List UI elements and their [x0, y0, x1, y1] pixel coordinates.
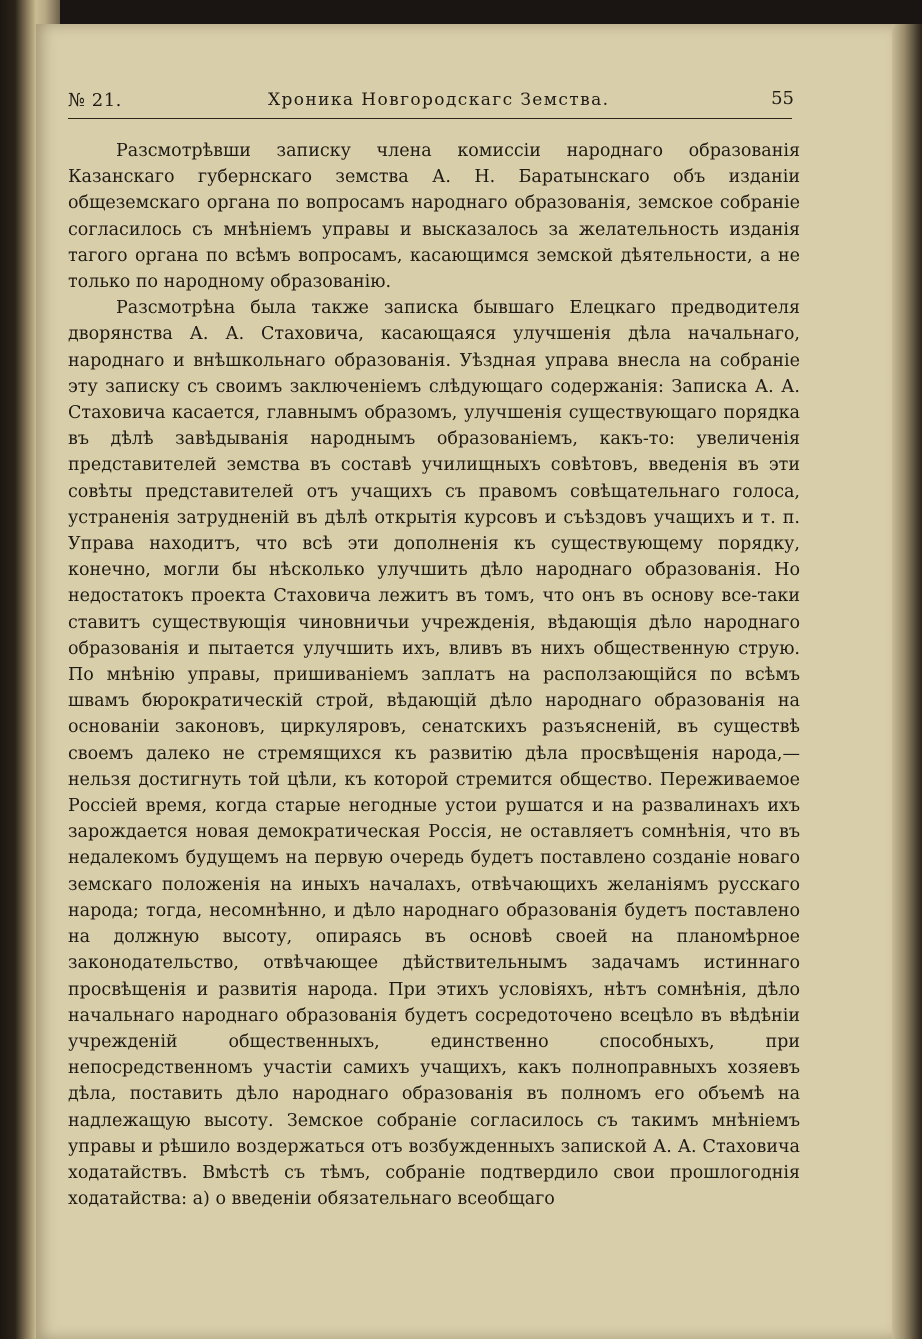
- running-head: [68, 88, 794, 118]
- issue-number: № 21.: [68, 90, 122, 111]
- running-title: Хроника Новгородскагс Земства.: [268, 90, 610, 110]
- paragraph-1: Разсмотрѣвши записку члена комиссіи народнаго образованія Казанскаго губернскаго земства А. Н. Баратынскаго объ изданіи общеземскаго органа по вопросамъ народнаго образованія, земское собраніе согласилось съ мнѣніемъ управы и высказалось за желательность изданія тагого органа по всѣмъ вопросамъ, касающимся земской дѣятельности, а не только по народному образованію.: [68, 141, 800, 293]
- header-rule: [68, 118, 792, 119]
- page-edge: [892, 24, 922, 1339]
- body-text: [68, 138, 800, 1212]
- page-number: 55: [771, 88, 794, 109]
- paragraph-2: Разсмотрѣна была также записка бывшаго Елецкаго предводителя дворянства А. А. Стаховича, касающаяся улучшенія дѣла начальнаго, народнаго и внѣшкольнаго образованія. Уѣздная управа внесла на собраніе эту записку съ своимъ заключеніемъ слѣдующаго содержанія: Записка А. А. Стаховича касается, главнымъ образомъ, улучшенія существующаго порядка въ дѣлѣ завѣдыванія народнымъ образованіемъ, какъ-то: увеличенія представителей земства въ составѣ училищныхъ совѣтовъ, введенія въ эти совѣты представителей отъ учащихъ съ правомъ совѣщательнаго голоса, устраненія затрудненій въ дѣлѣ открытія курсовъ и съѣздовъ учащихъ и т. п. Управа находитъ, что всѣ эти дополненія къ существующему порядку, конечно, могли бы нѣсколько улучшить дѣло народнаго образованія. Но недостатокъ проекта Стаховича лежитъ въ томъ, что онъ въ основу все-таки ставитъ существующія чиновничьи учрежденія, вѣдающія дѣло народнаго образованія и пытается улучшить ихъ, вливъ въ нихъ общественную струю. По мнѣнію управы, пришиваніемъ заплатъ на расползающійся по всѣмъ швамъ бюрократическій строй, вѣдающій дѣло народнаго образованія на основаніи законовъ, циркуляровъ, сенатскихъ разъясненій, въ существѣ своемъ далеко не стремящихся къ развитію дѣла просвѣщенія народа,—нельзя достигнуть той цѣли, къ которой стремится общество. Переживаемое Россіей время, когда старые негодные устои рушатся и на развалинахъ ихъ зарождается новая демократическая Россія, не оставляетъ сомнѣнія, что въ недалекомъ будущемъ на первую очередь будетъ поставлено созданіе новаго земскаго положенія на иныхъ началахъ, отвѣчающихъ желаніямъ русскаго народа; тогда, несомнѣнно, и дѣло народнаго образованія будетъ поставлено на должную высоту, опираясь въ основѣ своей на планомѣрное законодательство, отвѣчающее дѣйствительнымъ задачамъ истиннаго просвѣщенія и развитія народа. При этихъ условіяхъ, нѣтъ сомнѣнія, дѣло начальнаго народнаго образованія будетъ сосредоточено всецѣло въ вѣдѣніи учрежденій общественныхъ, единственно способныхъ, при непосредственномъ участіи самихъ учащихъ, какъ полноправныхъ хозяевъ дѣла, поставить дѣло народнаго образованія въ полномъ его объемѣ на надлежащую высоту. Земское собраніе согласилось съ такимъ мнѣніемъ управы и рѣшило воздержаться отъ возбужденныхъ запиской А. А. Стаховича ходатайствъ. Вмѣстѣ съ тѣмъ, собраніе подтвердило свои прошлогоднія ходатайства: а) о введеніи обязательнаго всеобщаго: [68, 298, 800, 1210]
